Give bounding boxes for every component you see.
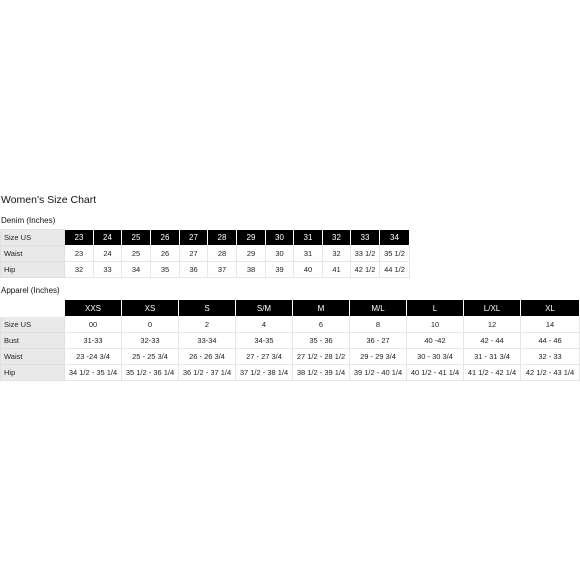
table-cell: 12: [464, 317, 521, 333]
table-cell: 27: [180, 246, 208, 262]
row-label: Waist: [1, 349, 65, 365]
table-cell: 34 1/2 - 35 1/4: [65, 365, 122, 381]
column-header: XXS: [65, 300, 122, 317]
table-header-row: [1, 300, 580, 317]
table-cell: 42 1/2 - 43 1/4: [521, 365, 580, 381]
table-cell: 30 - 30 3/4: [407, 349, 464, 365]
table-cell: 39 1/2 - 40 1/4: [350, 365, 407, 381]
table-cell: 10: [407, 317, 464, 333]
table-cell: 2: [179, 317, 236, 333]
table-cell: 36 - 27: [350, 333, 407, 349]
table-cell: 34-35: [236, 333, 293, 349]
table-cell: 38 1/2 - 39 1/4: [293, 365, 350, 381]
denim-size-cell: 27: [180, 230, 208, 246]
table-cell: 35: [151, 262, 180, 278]
table-cell: 44 1/2: [380, 262, 410, 278]
denim-size-cell: 26: [151, 230, 180, 246]
table-row: [1, 333, 580, 349]
table-cell: 37: [208, 262, 237, 278]
denim-size-cell: 32: [323, 230, 351, 246]
denim-size-cell: 33: [351, 230, 380, 246]
table-cell: 40 -42: [407, 333, 464, 349]
table-cell: 31-33: [65, 333, 122, 349]
table-cell: 41 1/2 - 42 1/4: [464, 365, 521, 381]
table-cell: 26 - 26 3/4: [179, 349, 236, 365]
apparel-section-label: Apparel (Inches): [1, 286, 60, 295]
table-cell: 35 - 36: [293, 333, 350, 349]
table-row: [1, 317, 580, 333]
table-cell: 32: [323, 246, 351, 262]
denim-size-cell: 29: [237, 230, 266, 246]
denim-section-label: Denim (Inches): [1, 216, 56, 225]
table-cell: 36: [180, 262, 208, 278]
apparel-size-table: [0, 299, 580, 381]
table-cell: 0: [122, 317, 179, 333]
table-cell: 31 - 31 3/4: [464, 349, 521, 365]
table-cell: 25 - 25 3/4: [122, 349, 179, 365]
table-cell: 35 1/2 - 36 1/4: [122, 365, 179, 381]
table-cell: 8: [350, 317, 407, 333]
table-cell: 28: [208, 246, 237, 262]
denim-size-cell: 25: [122, 230, 151, 246]
row-label: Waist: [1, 246, 65, 262]
table-cell: 24: [94, 246, 122, 262]
table-cell: 30: [266, 246, 294, 262]
corner-cell: [1, 300, 65, 317]
row-label: Hip: [1, 262, 65, 278]
column-header: XS: [122, 300, 179, 317]
table-cell: 35 1/2: [380, 246, 410, 262]
table-cell: 33-34: [179, 333, 236, 349]
denim-size-cell: 31: [294, 230, 323, 246]
column-header: XL: [521, 300, 580, 317]
table-cell: 40 1/2 - 41 1/4: [407, 365, 464, 381]
column-header: M: [293, 300, 350, 317]
table-row: [1, 262, 410, 278]
table-cell: 14: [521, 317, 580, 333]
denim-size-cell: 23: [65, 230, 94, 246]
table-cell: 27 - 27 3/4: [236, 349, 293, 365]
column-header: M/L: [350, 300, 407, 317]
table-cell: 4: [236, 317, 293, 333]
row-label: Bust: [1, 333, 65, 349]
table-cell: 25: [122, 246, 151, 262]
column-header: S/M: [236, 300, 293, 317]
table-cell: 23 -24 3/4: [65, 349, 122, 365]
denim-size-table: [0, 229, 410, 278]
table-cell: 23: [65, 246, 94, 262]
column-header: L: [407, 300, 464, 317]
table-row: [1, 365, 580, 381]
table-cell: 36 1/2 - 37 1/4: [179, 365, 236, 381]
table-cell: 42 1/2: [351, 262, 380, 278]
table-row: [1, 230, 410, 246]
table-cell: 39: [266, 262, 294, 278]
row-label: Hip: [1, 365, 65, 381]
table-cell: 42 - 44: [464, 333, 521, 349]
denim-size-cell: 24: [94, 230, 122, 246]
table-cell: 29 - 29 3/4: [350, 349, 407, 365]
table-cell: 40: [294, 262, 323, 278]
table-cell: 34: [122, 262, 151, 278]
table-row: [1, 349, 580, 365]
row-label: Size US: [1, 317, 65, 333]
denim-size-cell: 30: [266, 230, 294, 246]
table-cell: 31: [294, 246, 323, 262]
column-header: L/XL: [464, 300, 521, 317]
table-cell: 32-33: [122, 333, 179, 349]
table-cell: 32: [65, 262, 94, 278]
table-cell: 44 - 46: [521, 333, 580, 349]
row-label: Size US: [1, 230, 65, 246]
table-cell: 27 1/2 - 28 1/2: [293, 349, 350, 365]
table-cell: 26: [151, 246, 180, 262]
table-cell: 6: [293, 317, 350, 333]
page-title: Women's Size Chart: [1, 194, 97, 206]
denim-size-cell: 34: [380, 230, 410, 246]
table-cell: 41: [323, 262, 351, 278]
column-header: S: [179, 300, 236, 317]
table-cell: 37 1/2 - 38 1/4: [236, 365, 293, 381]
table-cell: 38: [237, 262, 266, 278]
table-cell: 33 1/2: [351, 246, 380, 262]
table-cell: 00: [65, 317, 122, 333]
table-cell: 29: [237, 246, 266, 262]
denim-size-cell: 28: [208, 230, 237, 246]
table-row: [1, 246, 410, 262]
table-cell: 33: [94, 262, 122, 278]
table-cell: 32 - 33: [521, 349, 580, 365]
